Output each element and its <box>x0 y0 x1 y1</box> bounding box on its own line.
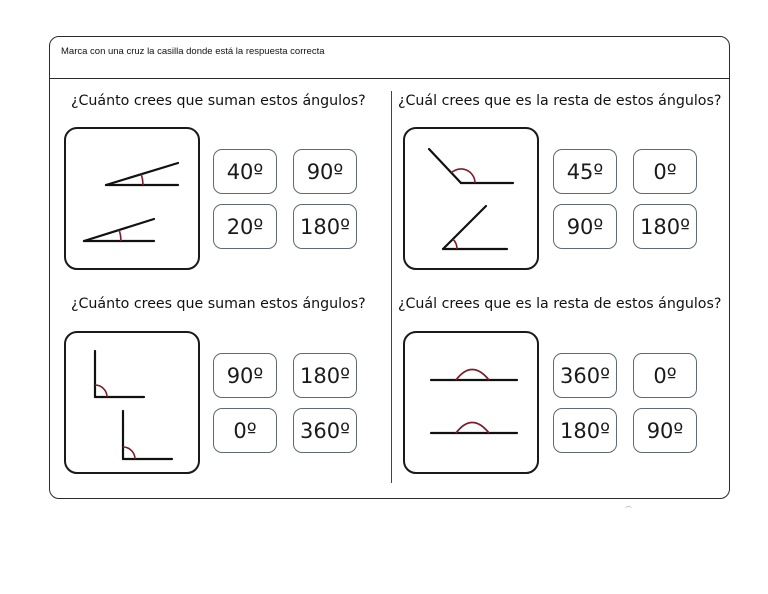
instructions-header <box>50 37 729 79</box>
answer-option[interactable]: 40º <box>213 149 277 194</box>
answer-option[interactable]: 90º <box>553 204 617 249</box>
figure-2 <box>403 127 539 270</box>
two-acute-angles-icon <box>66 129 202 272</box>
answer-option[interactable]: 180º <box>553 408 617 453</box>
answer-option[interactable]: 360º <box>293 408 357 453</box>
two-right-angles-icon <box>66 333 202 476</box>
question-4: ¿Cuál crees que es la resta de estos ángulos? <box>398 296 722 312</box>
footer-mark <box>625 506 632 511</box>
answer-option[interactable]: 90º <box>213 353 277 398</box>
answer-option[interactable]: 0º <box>633 149 697 194</box>
answer-option[interactable]: 180º <box>633 204 697 249</box>
answer-option[interactable]: 0º <box>213 408 277 453</box>
two-straight-angles-icon <box>405 333 541 476</box>
answer-option[interactable]: 45º <box>553 149 617 194</box>
answer-option[interactable]: 0º <box>633 353 697 398</box>
answer-option[interactable]: 180º <box>293 204 357 249</box>
answer-option[interactable]: 90º <box>633 408 697 453</box>
question-3: ¿Cuánto crees que suman estos ángulos? <box>71 296 366 312</box>
answer-option[interactable]: 90º <box>293 149 357 194</box>
question-2: ¿Cuál crees que es la resta de estos ángulos? <box>398 93 722 109</box>
answer-option[interactable]: 360º <box>553 353 617 398</box>
figure-4 <box>403 331 539 474</box>
figure-1 <box>64 127 200 270</box>
instructions-text: Marca con una cruz la casilla donde está la respuesta correcta <box>61 46 325 57</box>
answer-option[interactable]: 180º <box>293 353 357 398</box>
answer-option[interactable]: 20º <box>213 204 277 249</box>
obtuse-and-acute-angles-icon <box>405 129 541 272</box>
question-1: ¿Cuánto crees que suman estos ángulos? <box>71 93 366 109</box>
figure-3 <box>64 331 200 474</box>
column-divider <box>391 91 392 483</box>
